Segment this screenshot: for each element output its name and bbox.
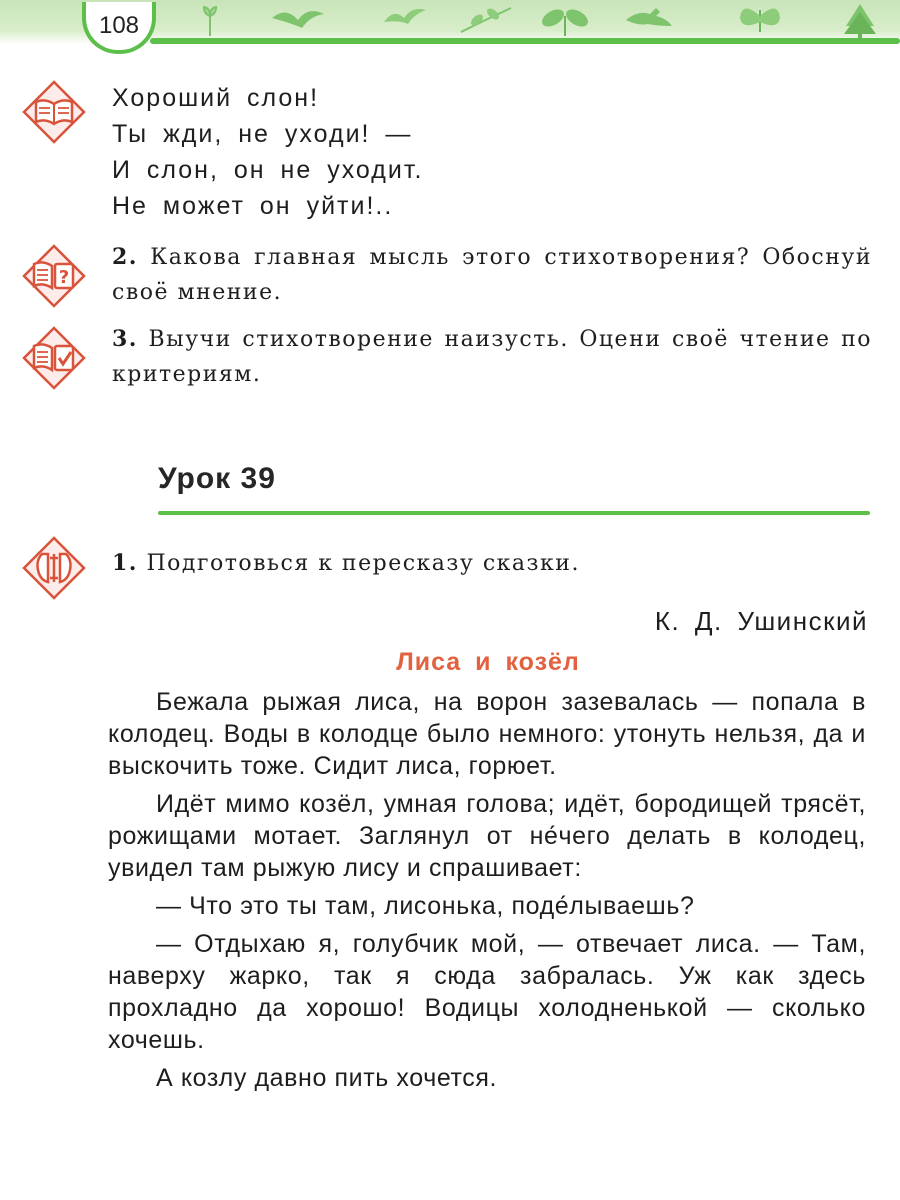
open-book-icon xyxy=(22,80,86,144)
story-paragraph: Бежала рыжая лиса, на ворон зазевалась — попала в колодец. Воды в колодце было немного: утонуть нельзя, да и выскочить тоже. Сидит лиса, горюет. xyxy=(108,688,866,780)
tree-icon xyxy=(840,2,880,42)
story-paragraph: А козлу давно пить хочется. xyxy=(156,1064,498,1092)
snowdrop-icon xyxy=(190,2,230,36)
task-text: Выучи стихотворение наизусть. Оцени своё чтение по критериям. xyxy=(112,327,872,387)
svg-text:?: ? xyxy=(58,267,70,288)
bird-icon xyxy=(268,2,328,36)
bird-icon xyxy=(380,2,430,36)
butterfly-icon xyxy=(735,2,785,36)
task-text: Подготовься к пересказу сказки. xyxy=(146,551,580,576)
task-number: 2. xyxy=(112,244,138,270)
poem-line: Не может он уйти!.. xyxy=(112,192,394,220)
branch-icon xyxy=(455,2,515,36)
lesson-title: Урок 39 xyxy=(158,462,276,495)
page-number: 108 xyxy=(82,2,156,54)
header-line xyxy=(150,38,900,44)
task-number: 3. xyxy=(112,326,138,352)
poem-line: Хороший слон! xyxy=(112,84,320,112)
story-paragraph: — Что это ты там, лисонька, поде́лываешь? xyxy=(156,892,695,920)
leaves-icon xyxy=(535,2,595,36)
lesson-task-1 xyxy=(112,546,872,581)
task-text: Какова главная мысль этого стихотворения? Обоснуй своё мнение. xyxy=(112,245,872,305)
retelling-icon xyxy=(22,536,86,600)
poem-line: Ты жди, не уходи! — xyxy=(112,120,413,148)
task-2 xyxy=(112,240,872,310)
poem-line: И слон, он не уходит. xyxy=(112,156,424,184)
story-paragraph: — Отдыхаю я, голубчик мой, — отвечает лиса. — Там, наверху жарко, так я сюда забралась. Уж как здесь прохладно да хорошо! Водицы холодненькой — сколько хочешь. xyxy=(108,930,866,1054)
story-text xyxy=(108,686,866,1100)
lesson-divider xyxy=(158,511,870,515)
book-question-icon xyxy=(22,244,86,308)
task-3 xyxy=(112,322,872,392)
story-author: К. Д. Ушинский xyxy=(654,606,868,636)
task-number: 1. xyxy=(112,550,138,576)
poem-stanza xyxy=(112,80,423,224)
bird-icon xyxy=(620,2,680,36)
story-paragraph: Идёт мимо козёл, умная голова; идёт, бородищей трясёт, рожищами мотает. Заглянул от не́чего делать в колодец, увидел там рыжую лису и спрашивает: xyxy=(108,790,866,882)
book-check-icon xyxy=(22,326,86,390)
story-title: Лиса и козёл xyxy=(396,648,580,676)
